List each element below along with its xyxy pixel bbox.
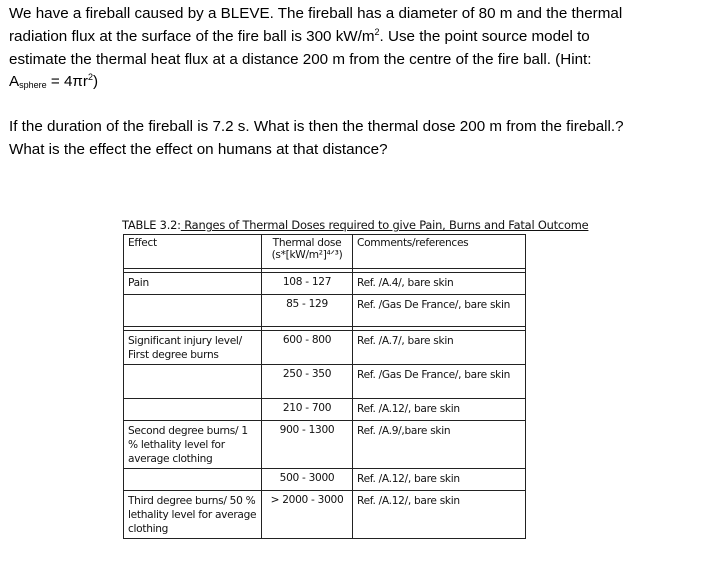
question-paragraph-2 bbox=[9, 116, 699, 162]
header-thermal-dose bbox=[262, 235, 353, 269]
effect-cell: Pain bbox=[124, 273, 262, 295]
table-row bbox=[124, 365, 526, 399]
ref-cell: Ref. /Gas De France/, bare skin bbox=[353, 295, 526, 327]
table-header-row bbox=[124, 235, 526, 269]
thermal-dose-table bbox=[123, 234, 526, 539]
dose-cell: 600 - 800 bbox=[262, 331, 353, 365]
q1-line-4c: ) bbox=[92, 73, 99, 91]
question-paragraph-1 bbox=[9, 3, 699, 94]
header-comments: Comments/references bbox=[353, 235, 526, 269]
dose-cell: 210 - 700 bbox=[262, 399, 353, 421]
dose-cell: > 2000 - 3000 bbox=[262, 491, 353, 539]
q1-line-4-superscript: 2 bbox=[87, 72, 93, 83]
effect-cell: Significant injury level/ First degree burns bbox=[124, 331, 262, 365]
q2-line-1: If the duration of the fireball is 7.2 s. What is then the thermal dose 200 m from the fireball.? bbox=[9, 118, 624, 136]
q1-line-2-superscript: 2 bbox=[374, 26, 380, 37]
effect-cell: Third degree burns/ 50 % lethality level for average clothing bbox=[124, 491, 262, 539]
header-dose-line-1: Thermal dose bbox=[272, 237, 342, 249]
table-row bbox=[124, 399, 526, 421]
q1-line-3: estimate the thermal heat flux at a distance 200 m from the centre of the fire ball. (Hint: bbox=[9, 50, 592, 68]
q1-line-2a: radiation flux at the surface of the fire ball is 300 kW/m bbox=[9, 27, 375, 45]
ref-cell: Ref. /A.12/, bare skin bbox=[353, 399, 526, 421]
table-row bbox=[124, 295, 526, 327]
ref-cell: Ref. /A.9/,bare skin bbox=[353, 421, 526, 469]
ref-cell: Ref. /Gas De France/, bare skin bbox=[353, 365, 526, 399]
header-effect: Effect bbox=[124, 235, 262, 269]
q1-line-4a: A bbox=[9, 73, 20, 91]
table-caption bbox=[122, 218, 602, 232]
ref-cell: Ref. /A.4/, bare skin bbox=[353, 273, 526, 295]
table-caption-label: TABLE 3.2: bbox=[122, 218, 181, 232]
dose-cell: 85 - 129 bbox=[262, 295, 353, 327]
table-row bbox=[124, 273, 526, 295]
table-row bbox=[124, 421, 526, 469]
question-text bbox=[9, 3, 699, 162]
ref-cell: Ref. /A.12/, bare skin bbox=[353, 491, 526, 539]
ref-cell: Ref. /A.7/, bare skin bbox=[353, 331, 526, 365]
effect-cell bbox=[124, 295, 262, 327]
effect-cell bbox=[124, 469, 262, 491]
dose-cell: 108 - 127 bbox=[262, 273, 353, 295]
q1-line-4b: = 4πr bbox=[46, 73, 88, 91]
effect-cell: Second degree burns/ 1 % lethality level for average clothing bbox=[124, 421, 262, 469]
q1-line-4-subscript: sphere bbox=[19, 80, 47, 91]
effect-cell bbox=[124, 399, 262, 421]
effect-cell bbox=[124, 365, 262, 399]
dose-cell: 500 - 3000 bbox=[262, 469, 353, 491]
q2-line-2: What is the effect the effect on humans at that distance? bbox=[9, 140, 388, 158]
table-caption-text: Ranges of Thermal Doses required to give Pain, Burns and Fatal Outcome bbox=[180, 218, 589, 232]
header-dose-line-2: (s*[kW/m²]⁴ᐟ³) bbox=[271, 249, 343, 261]
dose-cell: 250 - 350 bbox=[262, 365, 353, 399]
dose-cell: 900 - 1300 bbox=[262, 421, 353, 469]
q1-line-2b: . Use the point source model to bbox=[379, 27, 590, 45]
table-row bbox=[124, 491, 526, 539]
table-row bbox=[124, 469, 526, 491]
q1-line-1: We have a fireball caused by a BLEVE. The fireball has a diameter of 80 m and the thermal bbox=[9, 5, 623, 22]
table-row bbox=[124, 331, 526, 365]
ref-cell: Ref. /A.12/, bare skin bbox=[353, 469, 526, 491]
